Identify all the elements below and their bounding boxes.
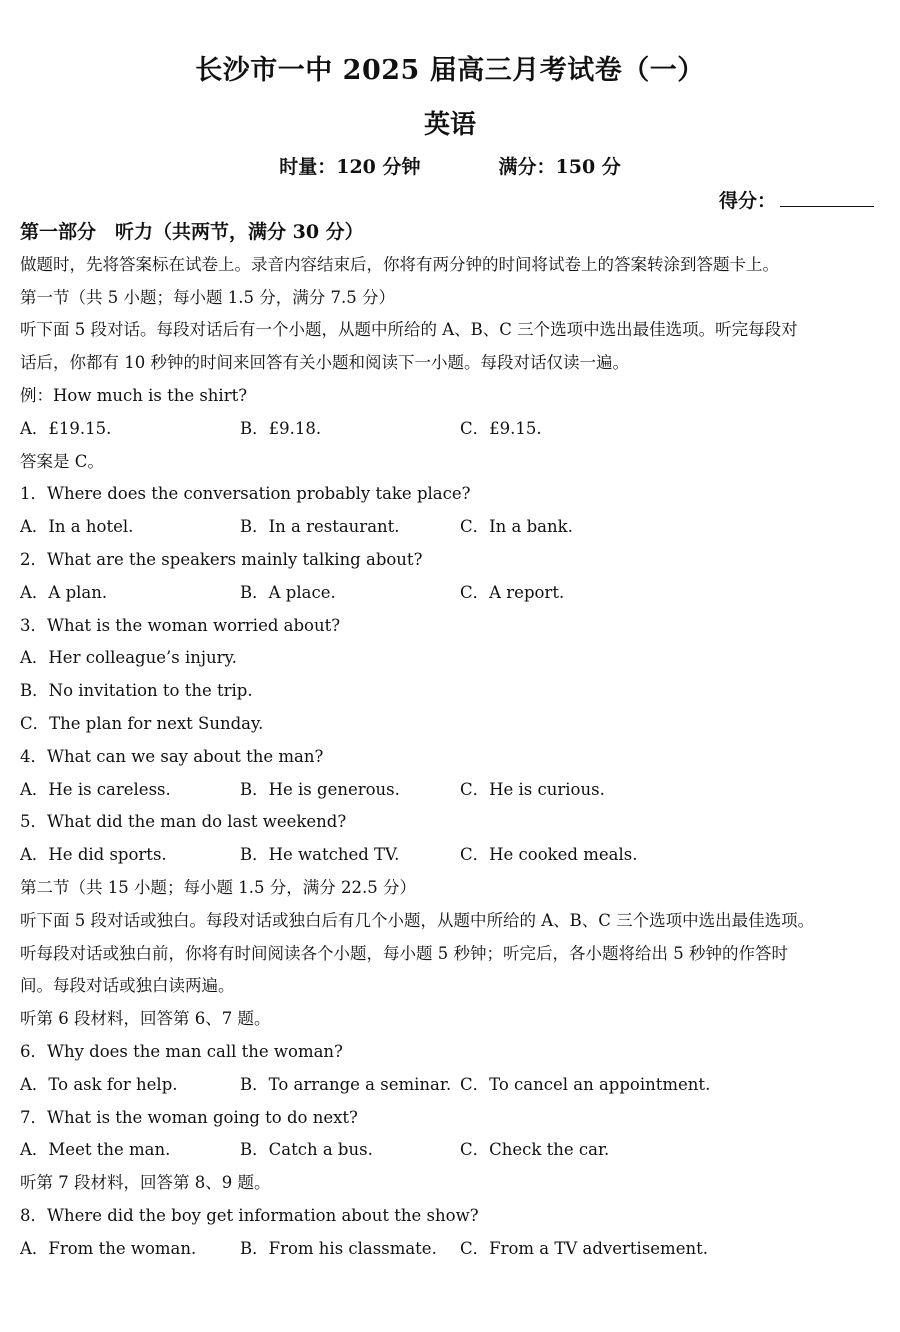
question-8-options <box>20 1233 880 1266</box>
example-options <box>20 413 880 446</box>
question-5: 5．What did the man do last weekend? <box>20 812 347 832</box>
material-7-intro: 听第 7 段材料，回答第 8、9 题。 <box>20 1173 271 1193</box>
option: A．To ask for help. <box>20 1074 178 1094</box>
question-7-options <box>20 1134 880 1167</box>
exam-title: 长沙市一中 2025 届高三月考试卷（一） <box>195 55 705 86</box>
section2-instruction: 听每段对话或独白前，你将有时间阅读各个小题，每小题 5 秒钟；听完后，各小题将给出 5 秒钟的作答时 <box>20 943 788 963</box>
question-7: 7．What is the woman going to do next? <box>20 1107 358 1127</box>
option: B．He watched TV. <box>240 845 400 865</box>
option: B．No invitation to the trip. <box>20 681 253 701</box>
option: B．He is generous. <box>240 779 400 799</box>
question-2-options <box>20 577 880 610</box>
option: B．From his classmate. <box>240 1238 437 1258</box>
option: A．In a hotel. <box>20 517 134 537</box>
score-label: 得分： <box>718 190 776 212</box>
section1-instruction: 话后，你都有 10 秒钟的时间来回答有关小题和阅读下一小题。每段对话仅读一遍。 <box>20 353 629 373</box>
question-4-options <box>20 774 880 807</box>
time-limit: 时量：120 分钟 <box>279 156 421 178</box>
option: B．A place. <box>240 582 336 602</box>
section2-instruction: 听下面 5 段对话或独白。每段对话或独白后有几个小题，从题中所给的 A、B、C 三个选项中选出最佳选项。 <box>20 910 815 930</box>
question-1: 1．Where does the conversation probably take place? <box>20 484 471 504</box>
exam-body <box>20 216 880 1266</box>
subject-title: 英语 <box>423 110 476 140</box>
section1-heading: 第一节（共 5 小题；每小题 1.5 分，满分 7.5 分） <box>20 287 395 307</box>
question-2: 2．What are the speakers mainly talking about? <box>20 549 423 569</box>
option: C．£9.15. <box>460 418 542 438</box>
exam-meta <box>0 152 900 179</box>
material-6-intro: 听第 6 段材料，回答第 6、7 题。 <box>20 1009 271 1029</box>
example-answer: 答案是 C。 <box>20 451 104 471</box>
option: C．A report. <box>460 582 565 602</box>
score-field <box>719 186 874 213</box>
option: A．He is careless. <box>20 779 171 799</box>
question-8: 8．Where did the boy get information about the show? <box>20 1205 479 1225</box>
option: A．From the woman. <box>20 1238 197 1258</box>
question-3: 3．What is the woman worried about? <box>20 615 341 635</box>
question-6: 6．Why does the man call the woman? <box>20 1041 343 1061</box>
section2-heading: 第二节（共 15 小题；每小题 1.5 分，满分 22.5 分） <box>20 877 416 897</box>
part-intro: 做题时，先将答案标在试卷上。录音内容结束后，你将有两分钟的时间将试卷上的答案转涂到答题卡上。 <box>20 254 779 274</box>
option: C．To cancel an appointment. <box>460 1074 711 1094</box>
example-question: 例：How much is the shirt? <box>20 385 248 405</box>
score-blank[interactable] <box>780 188 874 207</box>
question-1-options <box>20 511 880 544</box>
option: C．From a TV advertisement. <box>460 1238 708 1258</box>
option: B．Catch a bus. <box>240 1140 373 1160</box>
option: A．Her colleague’s injury. <box>20 648 237 668</box>
option: B．In a restaurant. <box>240 517 400 537</box>
option: A．Meet the man. <box>20 1140 171 1160</box>
option: C．He cooked meals. <box>460 845 638 865</box>
question-5-options <box>20 839 880 872</box>
section1-instruction: 听下面 5 段对话。每段对话后有一个小题，从题中所给的 A、B、C 三个选项中选出最佳选项。听完每段对 <box>20 320 798 340</box>
option: A．A plan. <box>20 582 108 602</box>
option: C．He is curious. <box>460 779 605 799</box>
option: C．In a bank. <box>460 517 573 537</box>
option: B．To arrange a seminar. <box>240 1074 452 1094</box>
question-6-options <box>20 1069 880 1102</box>
part-heading: 第一部分 听力（共两节，满分 30 分） <box>20 221 364 243</box>
option: C．Check the car. <box>460 1140 610 1160</box>
full-score: 满分：150 分 <box>498 156 621 178</box>
section2-instruction: 间。每段对话或独白读两遍。 <box>20 976 235 996</box>
question-4: 4．What can we say about the man? <box>20 746 324 766</box>
option: C．The plan for next Sunday. <box>20 713 264 733</box>
option: B．£9.18. <box>240 418 322 438</box>
option: A．He did sports. <box>20 845 167 865</box>
option: A．£19.15. <box>20 418 112 438</box>
